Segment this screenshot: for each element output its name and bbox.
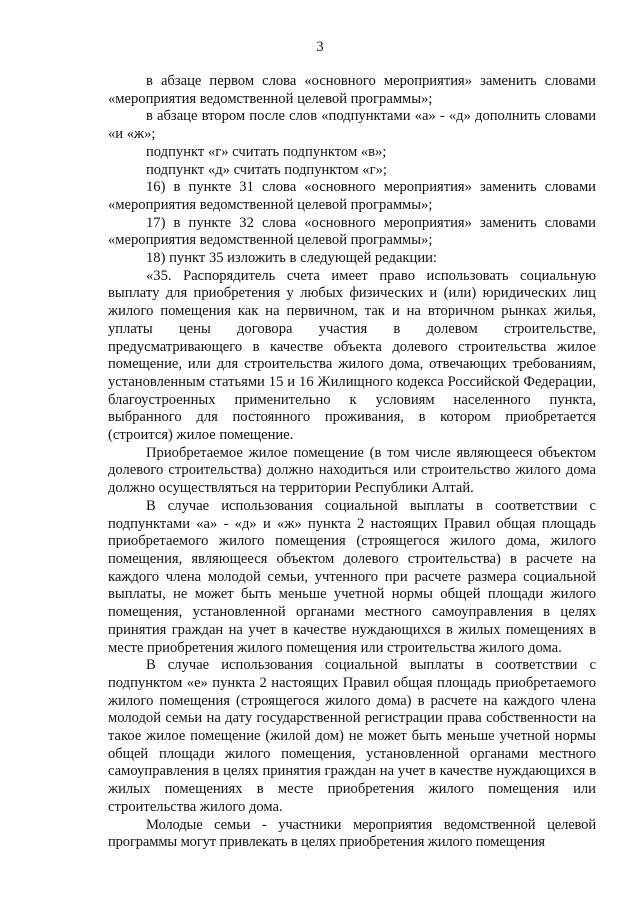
page-number: 3	[316, 39, 324, 55]
paragraph: в абзаце втором после слов «подпунктами «а» - «д» дополнить словами «и «ж»;	[108, 108, 596, 143]
paragraph: В случае использования социальной выплаты в соответствии с подпунктом «е» пункта 2 настоящих Правил общая площадь приобретаемого жилого помещения (строящегося жилого дома) в расчете на каждого члена молодой семьи на дату государственной регистрации права собственности на такое жилое помещение (жилой дом) не может быть меньше учетной нормы общей площади жилого помещения, установленной органами местного самоуправления в целях принятия граждан на учет в качестве нуждающихся в жилых помещениях в месте приобретения жилого помещения или строительства жилого дома.	[108, 657, 596, 815]
paragraph: 16) в пункте 31 слова «основного мероприятия» заменить словами «мероприятия ведомственной целевой программы»;	[108, 179, 596, 213]
paragraph: в абзаце первом слова «основного мероприятия» заменить словами «мероприятия ведомственной целевой программы»;	[108, 73, 596, 107]
paragraph: Молодые семьи - участники мероприятия ведомственной целевой программы могут привлекать в целях приобретения жилого помещения	[108, 816, 596, 851]
paragraph: 18) пункт 35 изложить в следующей редакции:	[146, 250, 437, 267]
paragraph: «35. Распорядитель счета имеет право использовать социальную выплату для приобретения у любых физических и (или) юридических лиц жилого помещения как на первичном, так и на вторичном рынках жилья, уплаты цены договора участия в долевом строительстве, предусматривающего в качестве объекта долевого строительства жилое помещение, или для строительства жилого дома, отвечающих требованиям, установленным статьями 15 и 16 Жилищного кодекса Российской Федерации, благоустроенных применительно к условиям населенного пункта, выбранного для постоянного проживания, в котором приобретается (строится) жилое помещение.	[108, 267, 596, 444]
document-body	[108, 73, 596, 852]
paragraph: подпункт «г» считать подпунктом «в»;	[146, 143, 387, 160]
paragraph: В случае использования социальной выплаты в соответствии с подпунктами «а» - «д» и «ж» пункта 2 настоящих Правил общая площадь приобретаемого жилого помещения (строящегося жилого дома, жилого помещения, являющееся объектом долевого строительства) в расчете на каждого члена молодой семьи, учтенного при расчете размера социальной выплаты, не может быть меньше учетной нормы общей площади жилого помещения, установленной органами местного самоуправления в целях принятия граждан на учет в качестве нуждающихся в жилых помещениях в месте приобретения жилого помещения или строительства жилого дома.	[108, 497, 596, 656]
paragraph: подпункт «д» считать подпунктом «г»;	[146, 161, 387, 178]
paragraph: Приобретаемое жилое помещение (в том числе являющееся объектом долевого строительства) должно находиться или строительство жилого дома должно осуществляться на территории Республики Алтай.	[108, 444, 596, 497]
paragraph: 17) в пункте 32 слова «основного мероприятия» заменить словами «мероприятия ведомственной целевой программы»;	[108, 214, 596, 249]
